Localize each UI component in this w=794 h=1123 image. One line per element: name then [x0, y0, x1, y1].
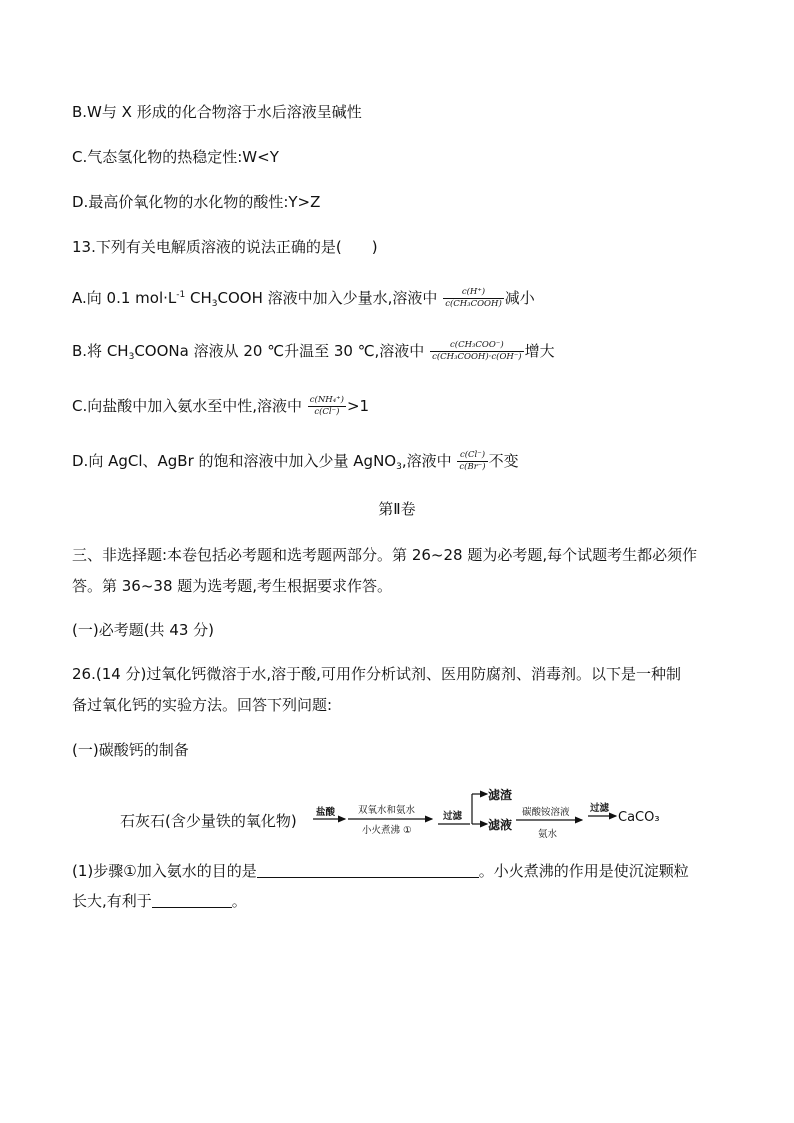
option-b-prefix: B.将 CH	[72, 342, 129, 360]
flow-start: 石灰石(含少量铁的氧化物)	[120, 812, 297, 830]
option-d-suffix: 不变	[488, 452, 519, 470]
flow-arrow-2-top-label: 双氧水和氨水	[358, 805, 416, 816]
option-a-text-1: CH	[185, 289, 212, 307]
section-3-line-2: 答。第 36~38 题为选考题,考生根据要求作答。	[72, 577, 393, 595]
flow-arrow-1-label: 盐酸	[316, 807, 336, 818]
option-b-text: COONa 溶液从 20 ℃升温至 30 ℃,溶液中	[134, 342, 425, 360]
flow-residue: 滤渣	[488, 788, 513, 802]
question-26-line-1: 26.(14 分)过氧化钙微溶于水,溶于酸,可用作分析试剂、医用防腐剂、消毒剂。以下是一种制	[72, 665, 681, 683]
option-a-text-2: COOH 溶液中加入少量水,溶液中	[217, 289, 438, 307]
question-13-option-b	[72, 340, 555, 367]
option-b-suffix: 增大	[524, 342, 555, 360]
flow-arrow-3-label: 过滤	[443, 811, 463, 822]
subsection-1-heading: (一)碳酸钙的制备	[72, 741, 189, 759]
option-a-prefix: A.向 0.1 mol·L	[72, 289, 177, 307]
option-c-numerator: c(NH₄⁺)	[309, 395, 344, 405]
option-b-subscript: 3	[128, 352, 135, 362]
option-d-denominator: c(Br⁻)	[459, 462, 486, 472]
section-3-line-1: 三、非选择题:本卷包括必考题和选考题两部分。第 26~28 题为必考题,每个试题考生都必须作	[72, 546, 698, 564]
step-1-line-2	[72, 891, 247, 911]
option-b-fraction	[430, 340, 524, 363]
flow-arrow-5-label: 过滤	[590, 803, 610, 814]
option-d-line: D.最高价氧化物的水化物的酸性:Y>Z	[72, 193, 321, 211]
flow-arrow-4-top-label: 碳酸铵溶液	[522, 807, 570, 818]
option-d-subscript: 3	[396, 462, 402, 472]
option-b-denominator: c(CH₃COOH)·c(OH⁻)	[432, 352, 522, 362]
option-b-numerator: c(CH₃COO⁻)	[430, 340, 524, 352]
option-c-suffix: >1	[346, 397, 370, 415]
option-a-denominator: c(CH₃COOH)	[445, 299, 502, 309]
option-d-numerator: c(Cl⁻)	[457, 450, 487, 462]
flow-arrow-2-bottom-label: 小火煮沸 ①	[362, 825, 412, 836]
option-c-denominator: c(Cl⁻)	[314, 407, 340, 417]
answer-blank-1[interactable]	[257, 863, 479, 878]
option-a-subscript: 3	[211, 299, 218, 309]
flow-product: CaCO₃	[618, 810, 660, 825]
option-c-prefix: C.向盐酸中加入氨水至中性,溶液中	[72, 397, 303, 415]
step-1-line-1	[72, 861, 689, 881]
required-questions-heading: (一)必考题(共 43 分)	[72, 621, 215, 639]
flow-filtrate: 滤液	[488, 818, 513, 832]
option-d-prefix: D.向 AgCl、AgBr 的饱和溶液中加入少量 AgNO	[72, 452, 397, 470]
flow-arrow-4-bottom-label: 氨水	[538, 829, 558, 840]
option-c-fraction	[308, 395, 346, 418]
answer-blank-2[interactable]	[152, 893, 232, 908]
option-a-suffix: 减小	[504, 289, 535, 307]
question-13-option-d	[72, 450, 519, 477]
question-13: 13.下列有关电解质溶液的说法正确的是( )	[72, 238, 378, 256]
option-d-text: ,溶液中	[401, 452, 452, 470]
question-13-option-c	[72, 395, 369, 418]
step-1-text-b: 。小火煮沸的作用是使沉淀颗粒	[478, 862, 689, 880]
part-2-heading: 第Ⅱ卷	[378, 500, 416, 518]
step-1-text-c: 长大,有利于	[72, 892, 152, 910]
option-c-line: C.气态氢化物的热稳定性:W<Y	[72, 148, 279, 166]
question-13-option-a	[72, 285, 535, 314]
option-a-numerator: c(H⁺)	[443, 287, 504, 299]
flowchart	[110, 776, 690, 840]
option-a-superscript: -1	[176, 290, 186, 300]
option-d-fraction	[457, 450, 487, 473]
question-26-line-2: 备过氧化钙的实验方法。回答下列问题:	[72, 696, 333, 714]
step-1-text-a: (1)步骤①加入氨水的目的是	[72, 862, 257, 880]
step-1-end: 。	[231, 892, 247, 910]
option-b-line: B.W与 X 形成的化合物溶于水后溶液呈碱性	[72, 103, 362, 121]
option-a-fraction	[443, 287, 504, 310]
